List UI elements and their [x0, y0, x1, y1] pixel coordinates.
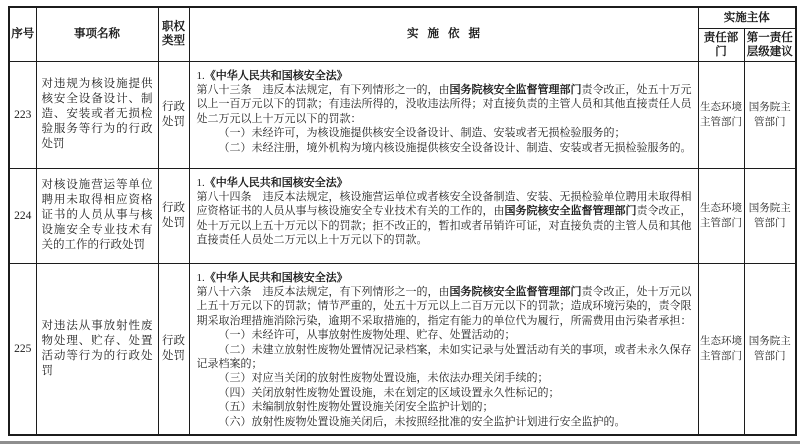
row-responsible-department: 生态环境主管部门: [698, 263, 744, 435]
bold-text: 国务院核安全监督管理部门: [504, 205, 637, 218]
row-basis: [189, 168, 698, 263]
text: （六）放射性废物处置设施关闭后，未按照经批准的安全监护计划进行安全监护的。: [218, 415, 626, 428]
basis-paragraph: [197, 141, 692, 155]
row-item-name: 对违规为核设施提供核安全设备设计、制造、安装或者无损检验服务等行为的行政处罚: [36, 61, 158, 168]
table-row: [9, 168, 796, 263]
text: 第八十四条 违反本法规定，核设施营运单位或者核安全设备制造、安装、无损检验单位聘用未取得相应资格证书的人员从事与核设施安全专业技术有关的工作的，由: [196, 190, 692, 218]
text: （二）未建立放射性废物处置情况记录档案，未如实记录与处置活动有关的事项，或者未永久保存记录档案的；: [196, 343, 692, 370]
header-responsible-department: 责任部门: [698, 28, 744, 61]
row-basis: [189, 61, 698, 168]
basis-paragraph: [197, 386, 692, 400]
row-authority-type: 行政处罚: [158, 263, 189, 435]
header-seq: 序号: [9, 7, 36, 61]
header-implementing-body: 实施主体: [698, 7, 796, 28]
text: （一）未经许可，为核设施提供核安全设备设计、制造、安装或者无损检验服务的；: [218, 127, 626, 140]
basis-paragraph: [197, 415, 692, 429]
basis-paragraph: [197, 271, 692, 285]
table-row: [9, 61, 796, 168]
table-body: [9, 61, 796, 435]
text: （四）关闭放射性废物处置设施，未在划定的区域设置永久性标记的；: [218, 386, 560, 399]
row-item-name: 对违法从事放射性废物处理、贮存、处置活动等行为的行政处罚: [36, 263, 158, 435]
table-row: [9, 263, 796, 435]
row-authority-type: 行政处罚: [158, 168, 189, 263]
text: （二）未经注册，境外机构为境内核设施提供核安全设备设计、制造、安装或者无损检验服务的。: [218, 141, 692, 154]
text: （五）未编制放射性废物处置设施关闭安全监护计划的；: [218, 401, 494, 414]
text: 第八十六条 违反本法规定，有下列情形之一的，由: [196, 285, 450, 298]
basis-paragraph: [197, 190, 692, 248]
basis-paragraph: [197, 176, 692, 190]
text: 1.: [196, 176, 205, 189]
header-authority-type: 职权类型: [158, 7, 189, 61]
bold-text: 《中华人民共和国核安全法》: [204, 176, 348, 189]
basis-paragraph: [197, 69, 692, 83]
row-responsible-department: 生态环境主管部门: [698, 61, 744, 168]
text: （一）未经许可，从事放射性废物处理、贮存、处置活动的；: [218, 329, 516, 342]
penalty-table-container: [8, 6, 797, 436]
row-first-level-suggestion: 国务院主管部门: [744, 61, 796, 168]
row-seq: 223: [9, 61, 36, 168]
text: 责令改正，处十万元以上五十万元以下的罚款；拒不改正的，暂扣或者吊销许可证，对直接负责的主管人员和其他直接责任人员处二万元以上十万元以下的罚款。: [196, 205, 692, 247]
text: 第八十三条 违反本法规定，有下列情形之一的，由: [196, 83, 450, 96]
bold-text: 国务院核安全监督管理部门: [449, 83, 582, 96]
basis-paragraph: [197, 285, 692, 328]
row-basis: [189, 263, 698, 435]
row-responsible-department: 生态环境主管部门: [698, 168, 744, 263]
header-basis: 实施依据: [189, 7, 698, 61]
row-item-name: 对核设施营运等单位聘用未取得相应资格证书的人员从事与核设施安全专业技术有关的工作的行政处罚: [36, 168, 158, 263]
penalty-table: [8, 6, 797, 436]
basis-paragraph: [197, 83, 692, 126]
row-seq: 224: [9, 168, 36, 263]
basis-paragraph: [197, 328, 692, 342]
bold-text: 《中华人民共和国核安全法》: [204, 69, 348, 82]
row-first-level-suggestion: 国务院主管部门: [744, 168, 796, 263]
basis-paragraph: [197, 400, 692, 414]
text: 责令改正，处五十万元以上一百万元以下的罚款；有违法所得的，没收违法所得；对直接负责的主管人员和其他直接责任人员处二万元以上十万元以下的罚款：: [196, 83, 692, 125]
basis-paragraph: [197, 371, 692, 385]
text: 1.: [196, 271, 205, 284]
basis-paragraph: [197, 126, 692, 140]
header-first-level-suggestion: 第一责任层级建议: [744, 28, 796, 61]
text: 责令改正，处十万元以上五十万元以下的罚款；情节严重的，处五十万元以上二百万元以下的罚款；造成环境污染的，责令限期采取治理措施消除污染，逾期不采取措施的，指定有能力的单位代为履行，所需费用由污染者承担：: [196, 285, 692, 327]
bold-text: 《中华人民共和国核安全法》: [204, 271, 348, 284]
bold-text: 国务院核安全监督管理部门: [449, 285, 582, 298]
row-seq: 225: [9, 263, 36, 435]
header-item-name: 事项名称: [36, 7, 158, 61]
page-edge-line: [0, 441, 800, 444]
text: 1.: [196, 69, 205, 82]
row-first-level-suggestion: 国务院主管部门: [744, 263, 796, 435]
row-authority-type: 行政处罚: [158, 61, 189, 168]
basis-paragraph: [197, 343, 692, 372]
text: （三）对应当关闭的放射性废物处置设施，未依法办理关闭手续的；: [218, 372, 549, 385]
